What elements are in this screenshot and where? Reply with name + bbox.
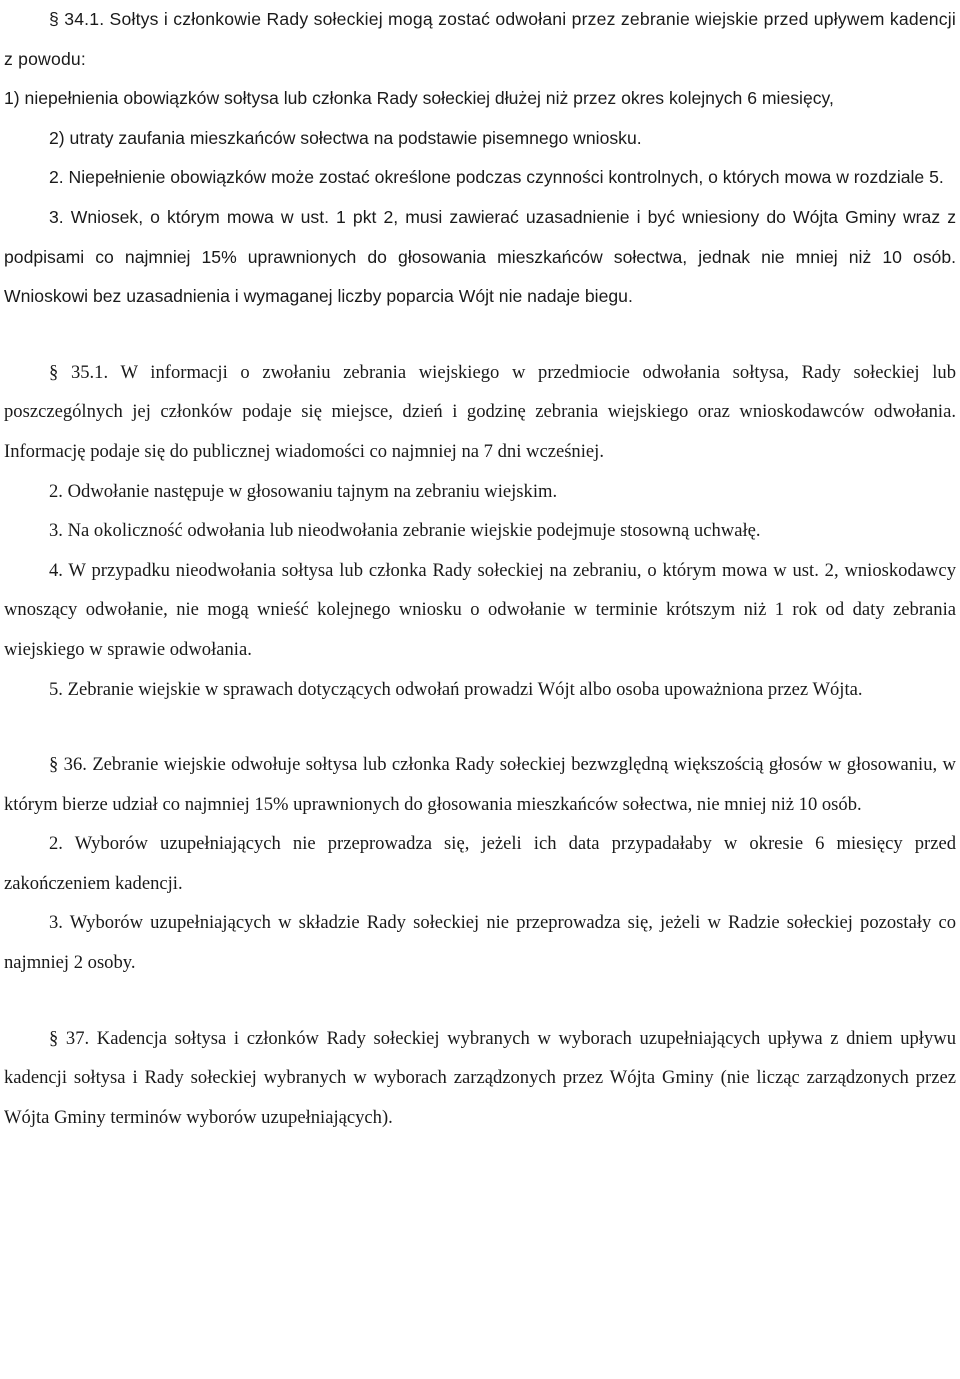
section-35 xyxy=(4,353,956,709)
section-34-point-2: 2) utraty zaufania mieszkańców sołectwa na podstawie pisemnego wniosku. xyxy=(49,127,642,148)
section-35-paragraph-3: 3. Na okoliczność odwołania lub nieodwołania zebranie wiejskie podejmuje stosowną uchwałę. xyxy=(49,520,761,542)
section-spacer xyxy=(4,709,956,745)
section-37-paragraph-1: § 37. Kadencja sołtysa i członków Rady sołeckiej wybranych w wyborach uzupełniających upływa z dniem upływu kadencji sołtysa i Rady sołeckiej wybranych w wyborach zarządzonych przez Wójta Gminy (nie licząc zarządzonych przez Wójta Gminy terminów wyborów uzupełniających). xyxy=(4,1027,956,1128)
section-36 xyxy=(4,745,956,983)
section-36-paragraph-1: § 36. Zebranie wiejskie odwołuje sołtysa lub członka Rady sołeckiej bezwzględną większością głosów w głosowaniu, w którym bierze udział co najmniej 15% uprawnionych do głosowania mieszkańców sołectwa, nie mniej niż 10 osób. xyxy=(4,754,956,815)
section-36-paragraph-2: 2. Wyborów uzupełniających nie przeprowadza się, jeżeli ich data przypadałaby w okresie 6 miesięcy przed zakończeniem kadencji. xyxy=(4,833,956,894)
section-36-paragraph-3: 3. Wyborów uzupełniających w składzie Rady sołeckiej nie przeprowadza się, jeżeli w Radzie sołeckiej pozostały co najmniej 2 osoby. xyxy=(4,912,956,974)
section-35-paragraph-5: 5. Zebranie wiejskie w sprawach dotyczących odwołań prowadzi Wójt albo osoba upoważniona przez Wójta. xyxy=(49,678,863,700)
section-34-paragraph-3: 3. Wniosek, o którym mowa w ust. 1 pkt 2, musi zawierać uzasadnienie i być wniesiony do Wójta Gminy wraz z podpisami co najmniej 15% uprawnionych do głosowania mieszkańców sołectwa, jednak nie mniej niż 10 osób. Wnioskowi bez uzasadnienia i wymaganej liczby poparcia Wójt nie nadaje biegu. xyxy=(4,206,956,307)
section-35-paragraph-1: § 35.1. W informacji o zwołaniu zebrania wiejskiego w przedmiocie odwołania sołtysa, Rady sołeckiej lub poszczególnych jej członków podaje się miejsce, dzień i godzinę zebrania wiejskiego oraz wnioskodawców odwołania. Informację podaje się do publicznej wiadomości co najmniej na 7 dni wcześniej. xyxy=(4,361,956,462)
section-37 xyxy=(4,1019,956,1138)
document-page xyxy=(4,0,956,1137)
section-34 xyxy=(4,0,956,317)
section-spacer xyxy=(4,983,956,1019)
section-35-paragraph-2: 2. Odwołanie następuje w głosowaniu tajnym na zebraniu wiejskim. xyxy=(49,480,558,502)
section-34-point-1: 1) niepełnienia obowiązków sołtysa lub członka Rady sołeckiej dłużej niż przez okres kolejnych 6 miesięcy, xyxy=(4,88,834,109)
section-34-paragraph-2: 2. Niepełnienie obowiązków może zostać określone podczas czynności kontrolnych, o których mowa w rozdziale 5. xyxy=(49,167,944,188)
section-34-paragraph-1: § 34.1. Sołtys i członkowie Rady sołeckiej mogą zostać odwołani przez zebranie wiejskie przed upływem kadencji z powodu: xyxy=(4,9,956,69)
section-35-paragraph-4: 4. W przypadku nieodwołania sołtysa lub członka Rady sołeckiej na zebraniu, o którym mowa w ust. 2, wnioskodawcy wnoszący odwołanie, nie mogą wnieść kolejnego wniosku o odwołanie w terminie krótszym niż 1 rok od daty zebrania wiejskiego w sprawie odwołania. xyxy=(4,559,956,660)
section-spacer xyxy=(4,317,956,353)
